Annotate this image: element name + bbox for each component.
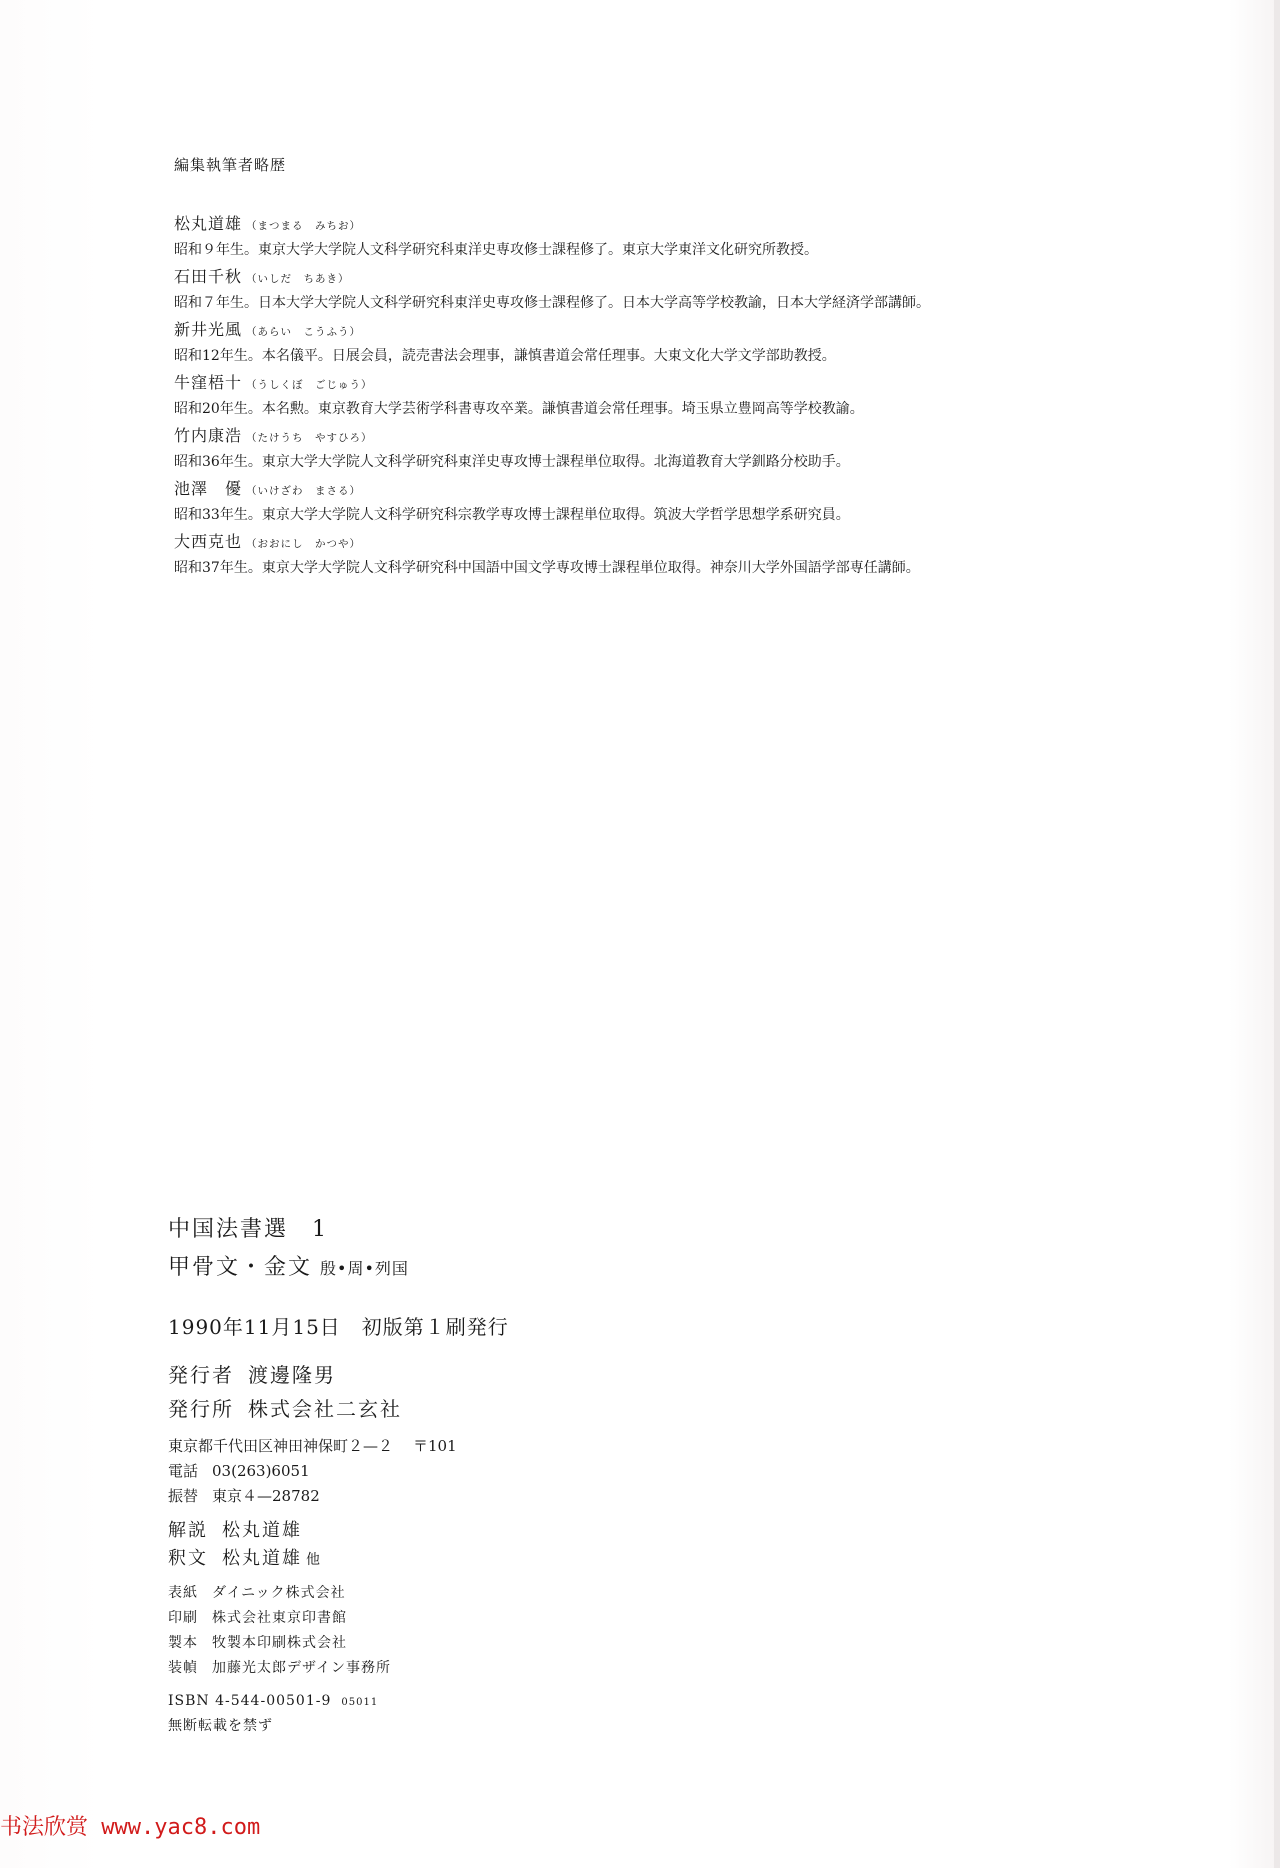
contributor-entry	[174, 264, 1234, 317]
isbn-line	[168, 1689, 868, 1714]
page-edge-shadow	[1274, 0, 1280, 1868]
series-title: 中国法書選 1	[168, 1217, 328, 1242]
contributor-name: 竹内康浩	[174, 426, 243, 445]
contributor-reading: （たけうち やすひろ）	[246, 432, 373, 444]
publisher-line	[168, 1358, 868, 1392]
contributors-section	[174, 154, 1234, 582]
binding-line	[168, 1631, 868, 1656]
contributor-bio: 昭和12年生。本名儀平。日展会員，読売書法会理事，謙慎書道会常任理事。大東文化大学文学部助教授。	[174, 348, 836, 364]
address-line	[168, 1434, 868, 1459]
commentary-line	[168, 1517, 868, 1545]
colophon-section	[168, 1212, 868, 1739]
contributor-entry	[174, 317, 1234, 370]
contributor-reading: （いしだ ちあき）	[246, 273, 350, 285]
office-label: 発行所	[168, 1397, 234, 1421]
transfer-account: 東京４—28782	[212, 1487, 320, 1505]
printing-company: 株式会社東京印書館	[212, 1610, 347, 1626]
volume-title: 甲骨文・金文	[168, 1255, 313, 1280]
contributor-reading: （おおにし かつや）	[246, 538, 362, 550]
commentary-name: 松丸道雄	[222, 1520, 302, 1541]
contributor-entry	[174, 476, 1234, 529]
design-label: 装幀	[168, 1660, 198, 1676]
contributor-bio: 昭和９年生。東京大学大学院人文科学研究科東洋史専攻修士課程修了。東京大学東洋文化研究所教授。	[174, 242, 818, 258]
cover-line	[168, 1581, 868, 1606]
transcription-line	[168, 1545, 868, 1573]
contributor-bio: 昭和７年生。日本大学大学院人文科学研究科東洋史専攻修士課程修了。日本大学高等学校教諭，日本大学経済学部講師。	[174, 295, 930, 311]
contributor-name: 石田千秋	[174, 267, 243, 286]
contributor-name: 新井光風	[174, 320, 243, 339]
contributor-bio: 昭和20年生。本名勲。東京教育大学芸術学科書専攻卒業。謙慎書道会常任理事。埼玉県立豊岡高等学校教諭。	[174, 401, 864, 417]
contributor-name: 大西克也	[174, 532, 243, 551]
contributor-entry	[174, 370, 1234, 423]
printing-line	[168, 1606, 868, 1631]
contributor-entry	[174, 423, 1234, 476]
postal-code: 〒101	[413, 1437, 457, 1455]
edition-date: 1990年11月15日 初版第１刷発行	[168, 1315, 509, 1339]
cover-maker: ダイニック株式会社	[212, 1585, 346, 1601]
volume-subtitle: 殷•周•列国	[320, 1259, 409, 1278]
copyright-notice: 無断転載を禁ず	[168, 1718, 273, 1734]
cover-label: 表紙	[168, 1585, 198, 1601]
contributor-entry	[174, 211, 1234, 264]
phone-number: 03(263)6051	[212, 1462, 310, 1480]
transcription-name: 松丸道雄	[222, 1548, 302, 1569]
phone-line	[168, 1459, 868, 1484]
binding-label: 製本	[168, 1635, 198, 1651]
isbn: ISBN 4-544-00501-9	[168, 1693, 332, 1709]
design-office: 加藤光太郎デザイン事務所	[212, 1660, 392, 1676]
transcription-suffix: 他	[306, 1552, 320, 1568]
publisher-name: 渡邊隆男	[248, 1363, 336, 1387]
contributor-bio: 昭和37年生。東京大学大学院人文科学研究科中国語中国文学専攻博士課程単位取得。神奈川大学外国語学部専任講師。	[174, 560, 920, 576]
contributor-bio: 昭和33年生。東京大学大学院人文科学研究科宗教学専攻博士課程単位取得。筑波大学哲学思想学系研究員。	[174, 507, 850, 523]
contributor-name: 池澤 優	[174, 479, 243, 498]
office-line	[168, 1392, 868, 1426]
contributor-entry	[174, 529, 1234, 582]
volume-title-line	[168, 1248, 868, 1288]
isbn-code: 05011	[341, 1697, 379, 1708]
contributor-reading: （まつまる みちお）	[246, 220, 362, 232]
contributor-reading: （うしくぼ ごじゅう）	[246, 379, 373, 391]
contributor-bio: 昭和36年生。東京大学大学院人文科学研究科東洋史専攻博士課程単位取得。北海道教育大学釧路分校助手。	[174, 454, 850, 470]
phone-label: 電話	[168, 1462, 199, 1480]
transfer-label: 振替	[168, 1487, 199, 1505]
contributor-reading: （いけざわ まさる）	[246, 485, 362, 497]
contributor-name: 牛窪梧十	[174, 373, 243, 392]
design-line	[168, 1656, 868, 1681]
publisher-label: 発行者	[168, 1363, 234, 1387]
contributors-heading: 編集執筆者略歴	[174, 156, 287, 174]
printing-label: 印刷	[168, 1610, 198, 1626]
contributor-name: 松丸道雄	[174, 214, 243, 233]
transcription-label: 釈文	[168, 1548, 208, 1569]
commentary-label: 解説	[168, 1520, 208, 1541]
binding-company: 牧製本印刷株式会社	[212, 1635, 347, 1651]
office-name: 株式会社二玄社	[248, 1397, 402, 1421]
address: 東京都千代田区神田神保町２—２	[168, 1437, 394, 1455]
transfer-line	[168, 1484, 868, 1509]
contributor-reading: （あらい こうふう）	[246, 326, 362, 338]
site-watermark: 书法欣赏 www.yac8.com	[0, 1815, 261, 1840]
